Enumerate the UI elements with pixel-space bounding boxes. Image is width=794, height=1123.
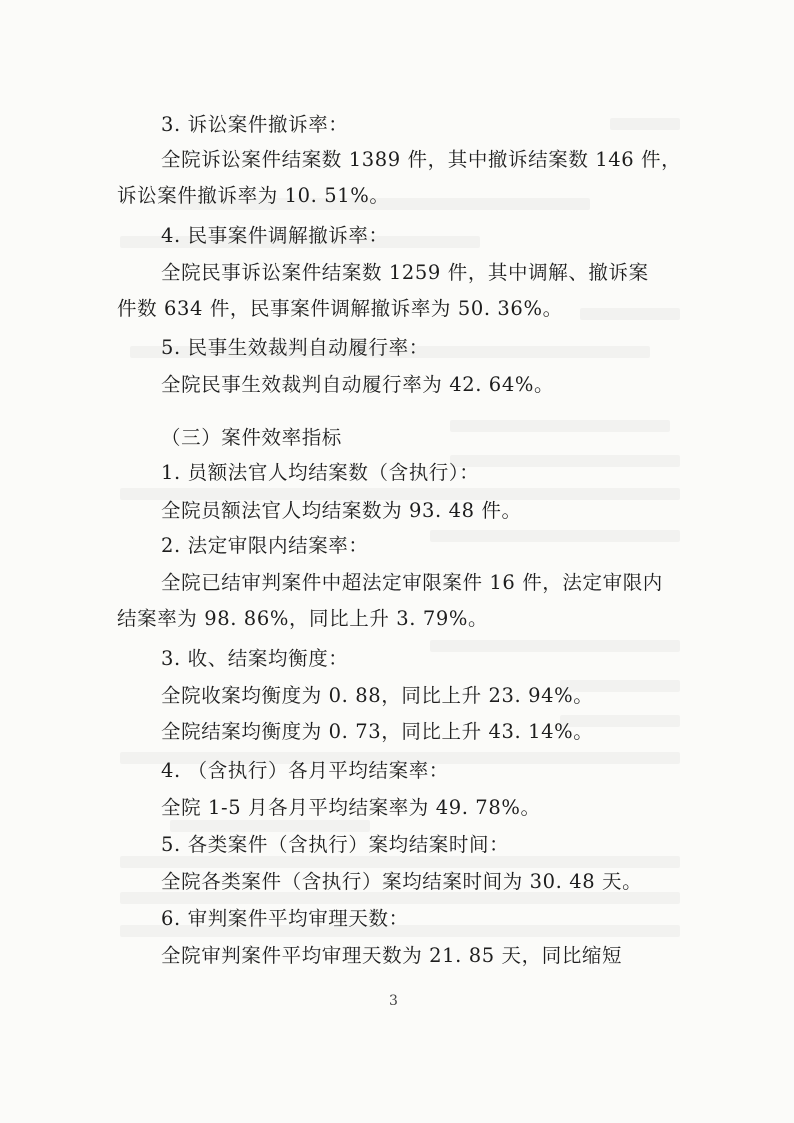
- bleed-through-mark: [170, 820, 370, 832]
- paragraph-line: 全院结案均衡度为 0. 73，同比上升 43. 14%。: [161, 720, 594, 743]
- paragraph-line: 诉讼案件撤诉率为 10. 51%。: [117, 184, 390, 207]
- subheading-average-trial-days: 6. 审判案件平均审理天数：: [161, 907, 409, 930]
- paragraph-line: 全院员额法官人均结案数为 93. 48 件。: [161, 499, 522, 522]
- subheading-monthly-average-closure-rate: 4. （含执行）各月平均结案率：: [161, 759, 449, 782]
- paragraph-line: 全院 1-5 月各月平均结案率为 49. 78%。: [161, 796, 541, 819]
- bleed-through-mark: [610, 118, 680, 130]
- page-number: 3: [389, 993, 398, 1009]
- bleed-through-mark: [430, 640, 680, 652]
- paragraph-line: 件数 634 件，民事案件调解撤诉率为 50. 36%。: [117, 297, 563, 320]
- paragraph-line: 全院民事诉讼案件结案数 1259 件，其中调解、撤诉案: [161, 261, 649, 284]
- bleed-through-mark: [450, 420, 670, 432]
- subheading-judge-cases-per-capita: 1. 员额法官人均结案数（含执行）：: [161, 461, 480, 484]
- subheading-civil-mediation-withdrawal-rate: 4. 民事案件调解撤诉率：: [161, 224, 389, 247]
- paragraph-line: 全院各类案件（含执行）案均结案时间为 30. 48 天。: [161, 870, 643, 893]
- subheading-average-closure-time: 5. 各类案件（含执行）案均结案时间：: [161, 833, 510, 856]
- bleed-through-mark: [450, 455, 680, 467]
- subheading-balance-degree: 3. 收、结案均衡度：: [161, 647, 349, 670]
- paragraph-line: 全院审判案件平均审理天数为 21. 85 天，同比缩短: [161, 944, 623, 967]
- bleed-through-mark: [580, 308, 680, 320]
- paragraph-line: 全院诉讼案件结案数 1389 件，其中撤诉结案数 146 件，: [161, 148, 682, 171]
- bleed-through-mark: [430, 530, 680, 542]
- paragraph-line: 全院已结审判案件中超法定审限案件 16 件，法定审限内: [161, 571, 663, 594]
- paragraph-line: 全院民事生效裁判自动履行率为 42. 64%。: [161, 373, 555, 396]
- section-heading-efficiency-indicators: （三）案件效率指标: [161, 426, 342, 449]
- subheading-litigation-withdrawal-rate: 3. 诉讼案件撤诉率：: [161, 113, 349, 136]
- subheading-within-time-limit-rate: 2. 法定审限内结案率：: [161, 534, 369, 557]
- paragraph-line: 结案率为 98. 86%，同比上升 3. 79%。: [117, 607, 489, 630]
- paragraph-line: 全院收案均衡度为 0. 88，同比上升 23. 94%。: [161, 684, 594, 707]
- subheading-voluntary-performance-rate: 5. 民事生效裁判自动履行率：: [161, 336, 429, 359]
